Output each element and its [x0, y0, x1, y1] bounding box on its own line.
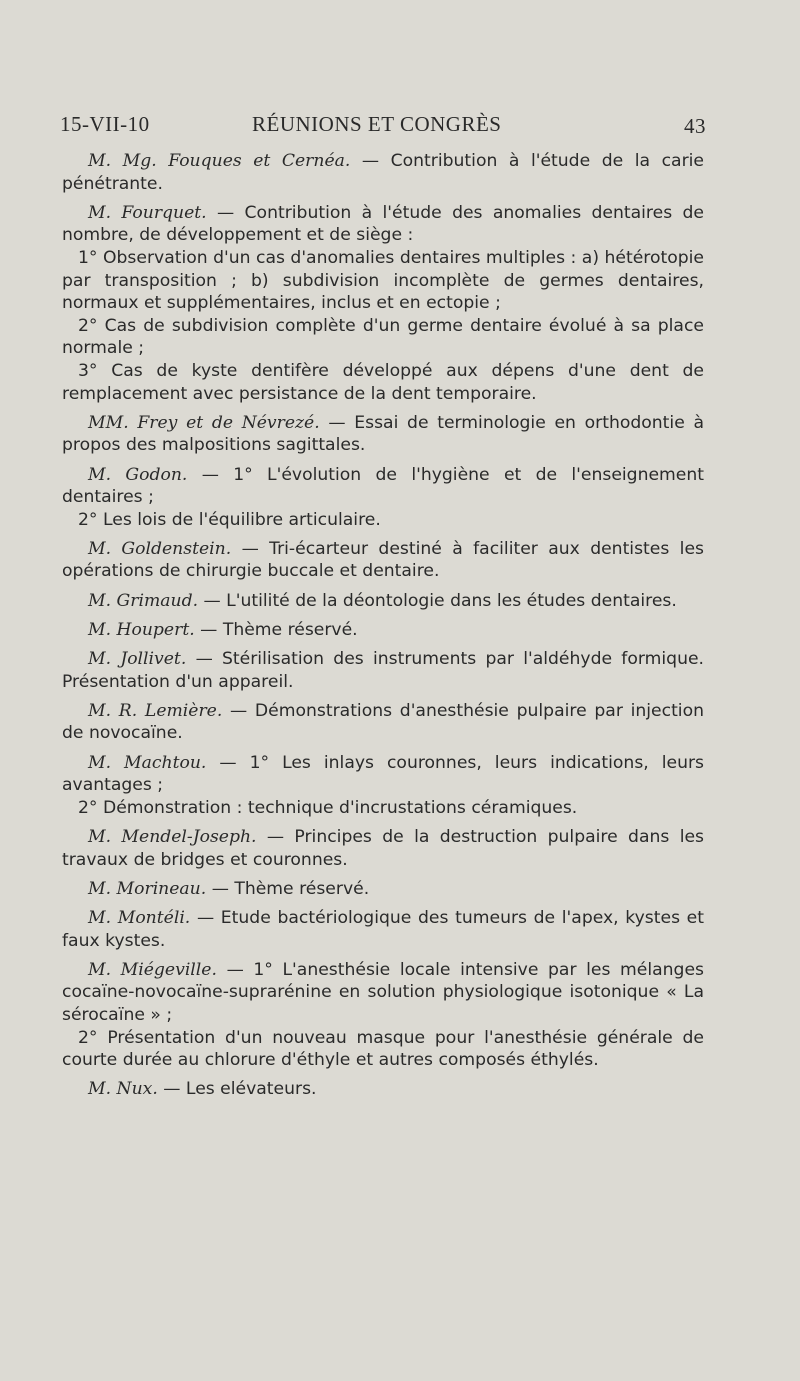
entry-paragraph	[62, 538, 704, 583]
entry-paragraph	[62, 1078, 704, 1101]
running-header	[60, 112, 706, 142]
entry-paragraph	[62, 700, 704, 745]
entry-paragraph	[62, 959, 704, 1027]
entry-subitem	[62, 315, 704, 360]
entry-subitem	[62, 1027, 704, 1072]
entry-text: — Thème réservé.	[200, 619, 358, 640]
entry-text: 1° Observation d'un cas d'anomalies dentaires multiples : a) hétérotopie par transposition ; b) subdivision incomplète de germes dentaires, normaux et supplémentaires, inclus et en ectopie ;	[62, 247, 704, 314]
entry-paragraph	[62, 878, 704, 901]
entry-text: — Tri-écarteur destiné à faciliter aux dentistes les opérations de chirurgie buccale et dentaire.	[62, 538, 704, 582]
author-name: M. Jollivet.	[88, 649, 187, 670]
entry-subitem	[62, 797, 704, 820]
entry-subitem	[62, 247, 704, 315]
author-name: M. Mg. Fouques et Cernéa.	[88, 151, 351, 171]
list-item	[62, 464, 704, 532]
entry-paragraph	[62, 907, 704, 952]
entry-text: — 1° Les inlays couronnes, leurs indications, leurs avantages ;	[62, 752, 704, 796]
entry-paragraph	[62, 412, 704, 457]
entry-paragraph	[62, 648, 704, 693]
list-item	[62, 619, 704, 642]
entry-paragraph	[62, 752, 704, 797]
entry-text: — 1° L'évolution de l'hygiène et de l'enseignement dentaires ;	[62, 464, 704, 508]
list-item	[62, 878, 704, 901]
list-item	[62, 1078, 704, 1101]
author-name: M. Machtou.	[88, 752, 207, 773]
entry-paragraph	[62, 619, 704, 642]
list-item	[62, 590, 704, 613]
author-name: M. Grimaud.	[88, 590, 199, 611]
author-name: M. Godon.	[88, 464, 188, 485]
entry-text: — Principes de la destruction pulpaire dans les travaux de bridges et couronnes.	[62, 826, 704, 870]
author-name: M. Mendel-Joseph.	[88, 826, 257, 847]
list-item	[62, 752, 704, 820]
list-item	[62, 150, 704, 195]
entry-text: 2° Démonstration : technique d'incrustations céramiques.	[78, 797, 578, 818]
page-number: 43	[684, 114, 706, 138]
list-item	[62, 907, 704, 952]
entry-text: — Contribution à l'étude des anomalies dentaires de nombre, de développement et de siège :	[62, 202, 704, 246]
entry-text: 3° Cas de kyste dentifère développé aux dépens d'une dent de remplacement avec persistance de la dent temporaire.	[62, 360, 704, 404]
list-item	[62, 538, 704, 583]
congress-paper-list	[62, 150, 704, 1107]
list-item	[62, 202, 704, 405]
entry-subitem	[62, 360, 704, 405]
list-item	[62, 826, 704, 871]
header-title: RÉUNIONS ET CONGRÈS	[252, 112, 502, 136]
entry-paragraph	[62, 202, 704, 247]
entry-text: 2° Cas de subdivision complète d'un germe dentaire évolué à sa place normale ;	[62, 315, 704, 359]
list-item	[62, 412, 704, 457]
author-name: M. Houpert.	[88, 619, 195, 640]
entry-text: 2° Présentation d'un nouveau masque pour l'anesthésie générale de courte durée au chlorure d'éthyle et autres composés éthylés.	[62, 1027, 704, 1071]
author-name: M. Goldenstein.	[88, 538, 232, 559]
author-name: M. Montéli.	[88, 907, 191, 928]
entry-subitem	[62, 509, 704, 532]
entry-text: — Démonstrations d'anesthésie pulpaire par injection de novocaïne.	[62, 700, 704, 744]
entry-text: — Les elévateurs.	[163, 1079, 317, 1100]
list-item	[62, 648, 704, 693]
header-date: 15-VII-10	[60, 112, 150, 136]
author-name: M. Nux.	[88, 1079, 158, 1100]
author-name: M. Morineau.	[88, 878, 207, 899]
entry-text: — Thème réservé.	[211, 878, 370, 899]
list-item	[62, 959, 704, 1072]
entry-paragraph	[62, 826, 704, 871]
entry-text: — L'utilité de la déontologie dans les études dentaires.	[203, 590, 677, 611]
author-name: M. Fourquet.	[88, 202, 207, 223]
entry-paragraph	[62, 464, 704, 509]
entry-text: — 1° L'anesthésie locale intensive par les mélanges cocaïne-novocaïne-suprarénine en solution physiologique isotonique « La sérocaïne » ;	[62, 959, 704, 1025]
author-name: M. Miégeville.	[88, 959, 217, 980]
entry-text: — Contribution à l'étude de la carie pénétrante.	[62, 151, 704, 194]
entry-text: 2° Les lois de l'équilibre articulaire.	[78, 509, 381, 530]
entry-text: — Stérilisation des instruments par l'aldéhyde formique. Présentation d'un appareil.	[62, 649, 704, 692]
author-name: M. R. Lemière.	[88, 700, 223, 721]
list-item	[62, 700, 704, 745]
entry-paragraph	[62, 590, 704, 613]
entry-text: — Essai de terminologie en orthodontie à propos des malpositions sagittales.	[62, 412, 704, 456]
author-name: MM. Frey et de Névrezé.	[88, 412, 320, 433]
entry-text: — Etude bactériologique des tumeurs de l'apex, kystes et faux kystes.	[62, 907, 704, 951]
entry-paragraph	[62, 150, 704, 195]
